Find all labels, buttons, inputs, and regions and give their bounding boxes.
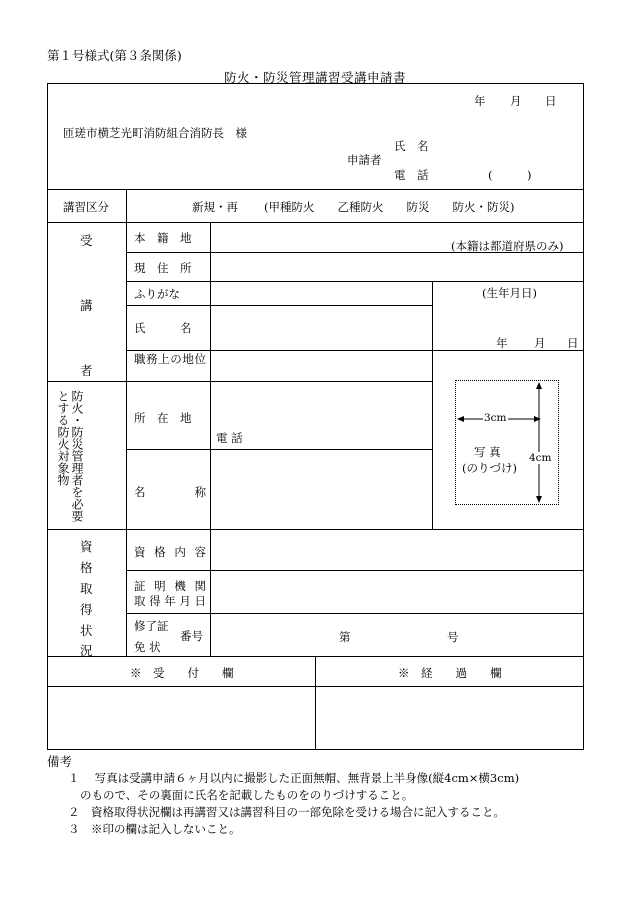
qual-label-5: 状 <box>80 623 93 638</box>
furigana-label: ふりがな <box>134 287 180 301</box>
target-object-label: 防火・防災管理者を必要とする防火対象物 <box>56 390 84 522</box>
qual-org-label: 証明機関 <box>134 579 206 593</box>
note-2: ２ 資格取得状況欄は再講習又は講習科目の一部免除を受ける場合に記入すること。 <box>68 805 505 819</box>
photo-height-label: 4cm <box>529 452 552 464</box>
qual-label-1: 資 <box>80 539 93 554</box>
date-month-field[interactable] <box>488 91 512 109</box>
note-1: １ 写真は受講申請６ヶ月以内に撮影した正面無帽、無背景上半身像(縦4cm×横3cm) <box>68 771 520 785</box>
reception-area <box>48 687 314 749</box>
reception-label: ※ 受 付 欄 <box>130 666 234 680</box>
qual-content-label: 資格内容 <box>134 545 206 559</box>
applicant-name-label: 氏 名 <box>394 139 429 153</box>
location-field[interactable] <box>214 386 432 426</box>
dob-year-label: 年 <box>496 336 508 350</box>
divider <box>432 281 433 529</box>
registry-note: (本籍は都道府県のみ) <box>451 239 564 253</box>
furigana-field[interactable] <box>214 284 432 304</box>
applicant-block-label-2: 講 <box>80 298 93 313</box>
qual-label-4: 得 <box>80 602 93 617</box>
addressee: 匝瑳市横芝光町消防組合消防長 様 <box>63 126 247 140</box>
form-title: 防火・防災管理講習受講申請書 <box>224 70 407 85</box>
photo-dimension-arrows <box>455 380 565 508</box>
location-label: 所 在 地 <box>134 411 192 425</box>
dob-label: (生年月日) <box>482 286 537 300</box>
cert-go: 号 <box>447 630 459 644</box>
qual-org-field[interactable] <box>214 575 583 611</box>
date-day-field[interactable] <box>523 91 547 109</box>
target-name-field[interactable] <box>214 456 432 526</box>
address-label: 現 住 所 <box>134 261 192 275</box>
qual-date-label: 取得年月日 <box>134 594 206 608</box>
applicant-label: 申請者 <box>347 153 382 167</box>
position-label: 職務上の地位 <box>134 352 206 366</box>
divider <box>126 281 584 282</box>
divider <box>126 570 584 571</box>
applicant-phone-parens: ( ) <box>488 168 532 182</box>
cert-label-2: 免 状 <box>134 640 161 654</box>
date-day-label: 日 <box>545 94 557 108</box>
divider <box>210 222 211 656</box>
position-field[interactable] <box>214 354 432 380</box>
target-name-label: 名 称 <box>134 485 206 499</box>
date-year-label: 年 <box>474 94 486 108</box>
dob-day-label: 日 <box>567 336 579 350</box>
divider <box>126 449 432 450</box>
target-phone-label: 電 話 <box>216 431 243 445</box>
qual-content-field[interactable] <box>214 534 583 568</box>
course-type[interactable]: 新規・再 <box>192 200 238 214</box>
notes-heading: 備考 <box>47 754 73 769</box>
qual-label-6: 況 <box>80 643 93 658</box>
name-field[interactable] <box>214 312 432 344</box>
photo-caption-1: 写 真 <box>474 445 501 459</box>
applicant-name-field[interactable] <box>440 136 580 154</box>
dob-year-field[interactable] <box>440 333 496 351</box>
divider <box>47 381 432 382</box>
progress-area <box>316 687 583 749</box>
dob-month-label: 月 <box>534 336 546 350</box>
course-label: 講習区分 <box>63 200 109 214</box>
applicant-phone-field[interactable] <box>440 165 580 183</box>
course-options[interactable]: (甲種防火 乙種防火 防災 防火・防災) <box>264 200 515 214</box>
cert-number-field[interactable] <box>354 626 446 646</box>
divider <box>126 305 432 306</box>
photo-width-label: 3cm <box>484 412 507 424</box>
name-label: 氏 名 <box>134 321 192 335</box>
cert-label-1: 修了証 <box>134 619 169 633</box>
registry-field[interactable] <box>214 226 448 250</box>
divider <box>47 189 584 190</box>
divider <box>126 613 584 614</box>
applicant-block-label-1: 受 <box>80 233 93 248</box>
address-field[interactable] <box>214 256 583 280</box>
note-1-cont: のもので、その裏面に氏名を記載したものをのりづけすること。 <box>80 788 414 802</box>
cert-dai: 第 <box>339 630 351 644</box>
dob-day-field[interactable] <box>546 333 570 351</box>
date-month-label: 月 <box>510 94 522 108</box>
divider <box>47 222 584 223</box>
progress-label: ※ 経 過 欄 <box>398 666 502 680</box>
note-3: ３ ※印の欄は記入しないこと。 <box>68 822 241 836</box>
photo-caption-2: (のりづけ) <box>462 461 517 475</box>
divider <box>47 529 584 530</box>
form-style-number: 第１号様式(第３条関係) <box>47 48 182 63</box>
date-year-field[interactable] <box>420 91 474 109</box>
dob-month-field[interactable] <box>509 333 535 351</box>
registry-label: 本 籍 地 <box>134 231 192 245</box>
applicant-phone-label: 電 話 <box>394 168 429 182</box>
divider <box>126 189 127 656</box>
cert-number-label: 番号 <box>180 629 203 643</box>
applicant-block-label-3: 者 <box>80 363 93 378</box>
target-phone-field[interactable] <box>248 428 432 446</box>
qual-label-2: 格 <box>80 560 93 575</box>
qual-label-3: 取 <box>80 581 93 596</box>
